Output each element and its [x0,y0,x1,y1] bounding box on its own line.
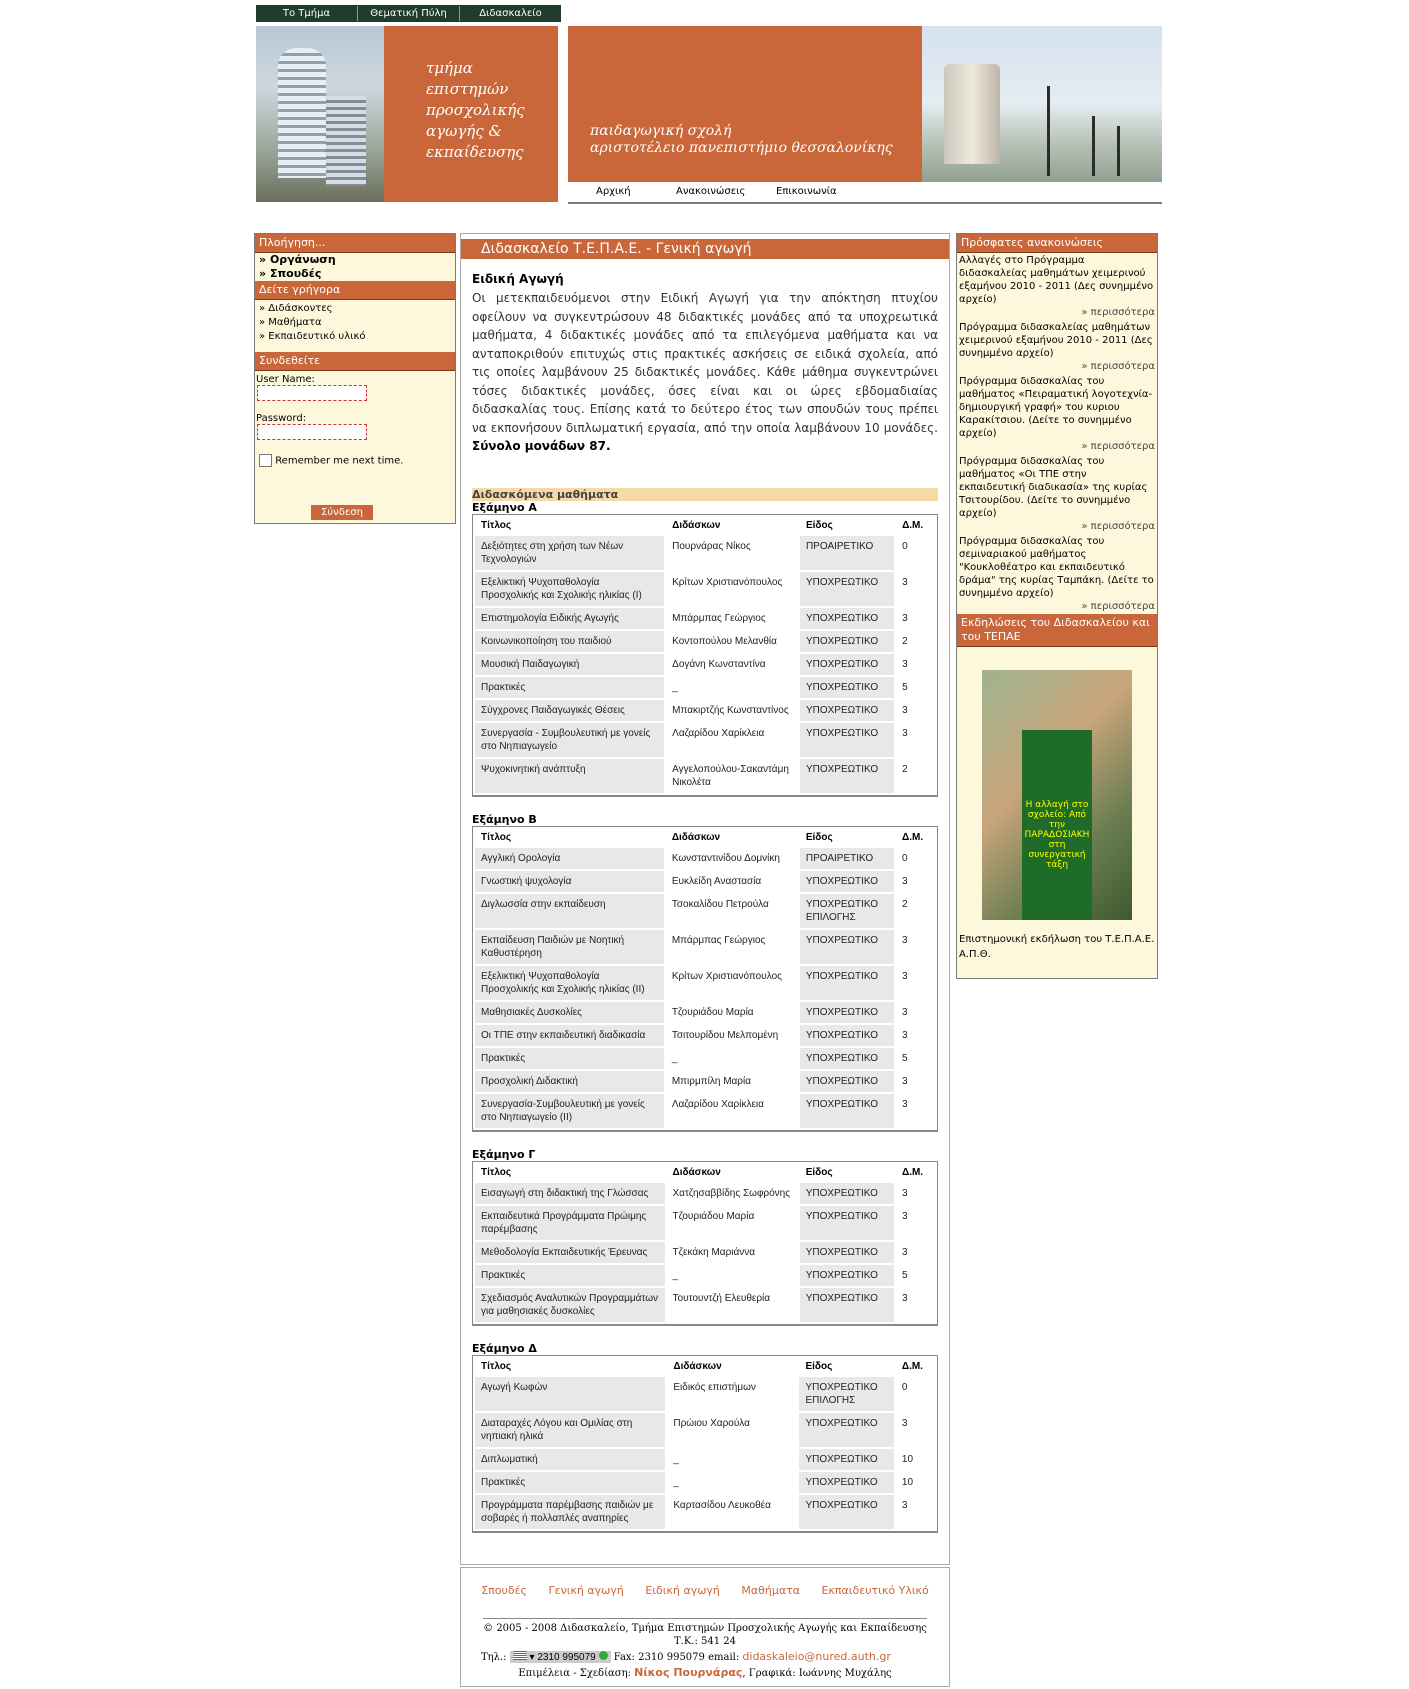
table-cell: 2 [896,631,935,652]
table-cell: ΥΠΟΧΡΕΩΤΙΚΟ [800,1048,894,1069]
header-department-box [384,26,558,202]
table-row [475,536,935,570]
events-title: Εκδηλώσεις του Διδασκαλείου και του ΤΕΠΑΕ [957,614,1157,647]
footer-link-material[interactable]: Εκπαιδευτικό Υλικό [821,1584,929,1597]
phone-widget[interactable]: ▾ 2310 995079 [510,1651,611,1663]
table-cell: 3 [896,608,935,629]
footer-divider [483,1618,927,1619]
table-cell: Δεξιότητες στη χρήση των Νέων Τεχνολογιών [475,536,664,570]
table-cell: Πρακτικές [475,1472,665,1493]
table-row [475,930,935,964]
column-header: Διδάσκων [673,1360,722,1372]
announcement-item[interactable]: Πρόγραμμα διδασκαλίας του σεμιναριακού μαθήματος "Κουκλοθέατρο και εκπαιδευτικό δράμα" της κυρίας Ταμπάκη. (Δείτε το συνημμένο αρχείο) » περισσότερα [959,536,1155,612]
nav-announcements[interactable]: Ανακοινώσεις [676,186,746,197]
table-row [475,1495,935,1529]
column-header: Είδος [805,519,833,531]
call-icon [599,1651,608,1660]
table-cell: 3 [896,1288,935,1322]
intro-paragraph: Οι μετεκπαιδευόμενοι στην Ειδική Αγωγή για την απόκτηση πτυχίου οφείλουν να συγκεντρώσουν 48 διδακτικές μονάδες από τα υποχρεωτικά μαθήματα, 4 διδακτικές μονάδες από τα επιλεγόμενα μαθήματα και να ανταποκριθούν επιτυχώς στις πρακτικές ασκήσεις σε ειδικά σχολεία, από τις οποίες λαμβάνουν 25 διδακτικές μονάδες. Κάθε μάθημα συγκεντρώνει τόσες διδακτικές μονάδες, όσες είναι και οι ώρες εβδομαδιαίας διδασκαλίας τους. Επίσης κατά το δεύτερο έτος των σπουδών τους πρέπει να εκπονήσουν διπλωματική εργασία, από την οποία λαμβάνουν 10 μονάδες. Σύνολο μονάδων 87. [472,291,938,453]
table-cell: ΥΠΟΧΡΕΩΤΙΚΟ [800,1025,894,1046]
table-cell: ΥΠΟΧΡΕΩΤΙΚΟ [800,631,894,652]
more-link[interactable]: » περισσότερα [1081,601,1155,612]
section-subtitle: Ειδική Αγωγή [472,272,564,286]
table-row [475,1094,935,1128]
table-cell: Μουσική Παιδαγωγική [475,654,664,675]
table-cell: Εξελικτική Ψυχοπαθολογία Προσχολικής και Σχολικής ηλικίας (Ι) [475,572,664,606]
table-row [475,1002,935,1023]
table-cell: 3 [896,1071,935,1092]
courses-table [472,1161,938,1326]
semester-title: Εξάμηνο Γ [472,1147,536,1161]
announcement-item[interactable]: Αλλαγές στο Πρόγραμμα διδασκαλείας μαθημάτων χειμερινού εξαμήνου 2010 - 2011 (Δες συνημμένο αρχείο) » περισσότερα [959,255,1155,318]
table-cell: Λαζαρίδου Χαρίκλεια [666,1094,798,1128]
semester-block [461,501,949,797]
column-header: Διδάσκων [672,1166,721,1178]
table-cell: 10 [896,1472,935,1493]
table-cell: Εισαγωγή στη διδακτική της Γλώσσας [475,1183,665,1204]
table-row [475,677,935,698]
table-cell: Διαταραχές Λόγου και Ομιλίας στη νηπιακή ηλικά [475,1413,665,1447]
table-cell: Σύγχρονες Παιδαγωγικές Θέσεις [475,700,664,721]
footer-link-special[interactable]: Ειδική αγωγή [645,1584,720,1597]
header-school-line2: αριστοτέλειο πανεπιστήμιο θεσσαλονίκης [590,140,893,156]
quick-item-material[interactable]: » Εκπαιδευτικό υλικό [259,331,366,342]
table-cell: ΥΠΟΧΡΕΩΤΙΚΟ [800,966,894,1000]
email-link[interactable]: didaskaleio@nured.auth.gr [742,1650,891,1663]
table-cell: ΥΠΟΧΡΕΩΤΙΚΟ ΕΠΙΛΟΓΗΣ [799,1377,893,1411]
table-cell: Χατζησαββίδης Σωφρόνης [667,1183,798,1204]
footer-link-studies[interactable]: Σπουδές [481,1584,528,1597]
column-header: Τίτλος [481,831,512,843]
table-cell: _ [667,1472,797,1493]
table-cell: 0 [896,1377,935,1411]
table-row [475,631,935,652]
table-row [475,1071,935,1092]
table-cell: ΥΠΟΧΡΕΩΤΙΚΟ [800,654,894,675]
footer [460,1567,950,1687]
table-cell: Συνεργασία - Συμβουλευτική με γονείς στο Νηπιαγωγείο [475,723,664,757]
table-cell: Ειδικός επιστήμων [667,1377,797,1411]
table-cell: ΥΠΟΧΡΕΩΤΙΚΟ [800,700,894,721]
topnav-didaskaleio[interactable]: Διδασκαλείο [479,8,542,19]
table-cell: Εξελικτική Ψυχοπαθολογία Προσχολικής και Σχολικής ηλικίας (ΙΙ) [475,966,664,1000]
credits: Επιμέλεια - Σχεδίαση: Νίκος Πουρνάρας, Γραφικά: Ιωάννης Μυχάλης [518,1666,892,1679]
login-panel-title: Συνδεθείτε [255,352,455,371]
table-cell: Πουρνάρας Νίκος [666,536,798,570]
table-cell: 3 [896,930,935,964]
topnav-thematic-portal[interactable]: Θεματική Πύλη [358,6,460,21]
table-cell: ΥΠΟΧΡΕΩΤΙΚΟ [799,1413,893,1447]
more-link[interactable]: » περισσότερα [1081,361,1155,372]
table-row [475,654,935,675]
login-button[interactable]: Σύνδεση [311,505,373,520]
courses-table [472,514,938,797]
table-row [475,1048,935,1069]
table-cell: ΥΠΟΧΡΕΩΤΙΚΟ [800,930,894,964]
table-cell: ΥΠΟΧΡΕΩΤΙΚΟ [800,723,894,757]
nav-contact[interactable]: Επικοινωνία [776,186,837,197]
table-cell: Μπάρμπας Γεώργιος [666,930,798,964]
table-cell: ΥΠΟΧΡΕΩΤΙΚΟ [800,1242,894,1263]
table-cell: 3 [896,1002,935,1023]
table-cell: Κρίτων Χριστιανόπουλος [666,966,798,1000]
right-sidebar [956,233,1158,979]
total-units: Σύνολο μονάδων 87. [472,439,611,453]
table-cell: 3 [896,1413,935,1447]
table-cell: Διπλωματική [475,1449,665,1470]
table-cell: ΥΠΟΧΡΕΩΤΙΚΟ [800,1071,894,1092]
more-link[interactable]: » περισσότερα [1081,521,1155,532]
table-cell: 0 [896,536,935,570]
table-cell: 3 [896,1183,935,1204]
table-cell: Διγλωσσία στην εκπαίδευση [475,894,664,928]
table-cell: Γνωστική ψυχολογία [475,871,664,892]
remember-checkbox[interactable] [259,454,272,467]
table-row [475,848,935,869]
password-label: Password: [256,413,307,424]
table-cell: ΥΠΟΧΡΕΩΤΙΚΟ [800,759,894,793]
table-cell: _ [666,1048,798,1069]
nav-home[interactable]: Αρχική [596,186,631,197]
table-cell: 5 [896,1265,935,1286]
poster-text: Η αλλαγή στο σχολείο: Από την ΠΑΡΑΔΟΣΙΑΚΗ στη συνεργατική τάξη [1024,800,1090,870]
table-cell: 3 [896,654,935,675]
table-cell: 3 [896,723,935,757]
table-row [475,1472,935,1493]
table-row [475,1265,935,1286]
topnav-department[interactable]: Το Τμήμα [256,6,358,21]
table-cell: Συνεργασία-Συμβουλευτική με γονείς στο Νηπιαγωγείο (ΙΙ) [475,1094,664,1128]
table-row [475,1206,935,1240]
nav-panel-title: Πλοήγηση... [255,234,455,253]
username-label: User Name: [256,374,315,385]
footer-link-general[interactable]: Γενική αγωγή [548,1584,624,1597]
column-header: Δ.Μ. [901,1360,923,1372]
table-cell: Τσοκαλίδου Πετρούλα [666,894,798,928]
table-cell: Οι ΤΠΕ στην εκπαιδευτική διαδικασία [475,1025,664,1046]
table-cell: Πρακτικές [475,1048,664,1069]
table-cell: Κοινωνικοποίηση του παιδιού [475,631,664,652]
column-header: Διδάσκων [671,831,721,843]
taught-courses-bar: Διδασκόμενα μαθήματα [472,488,938,501]
header-building-photo [256,26,384,202]
table-cell: Τουτουντζή Ελευθερία [667,1288,798,1322]
table-cell: 2 [896,894,935,928]
table-row [475,1183,935,1204]
semester-title: Εξάμηνο Α [472,500,537,514]
more-link[interactable]: » περισσότερα [1081,441,1155,452]
table-cell: ΥΠΟΧΡΕΩΤΙΚΟ [800,1002,894,1023]
column-header: Διδάσκων [672,519,721,531]
sidebar-item-organization[interactable]: » Οργάνωση [259,253,336,266]
header-white-tower-photo [922,26,1162,182]
table-cell: Αγωγή Κωφών [475,1377,665,1411]
table-cell: Μπιρμπίλη Μαρία [666,1071,798,1092]
header-school-box [568,26,922,182]
contact-line: Τηλ.: ▾ 2310 995079 Fax: 2310 995079 email: didaskaleio@nured.auth.gr [481,1650,891,1663]
table-cell: Πρακτικές [475,1265,665,1286]
semester-title: Εξάμηνο Δ [472,1341,537,1355]
table-cell: 3 [896,1025,935,1046]
header-department-title: τμήμα επιστημών προσχολικής αγωγής & εκπαίδευσης [426,59,525,161]
table-cell: ΥΠΟΧΡΕΩΤΙΚΟ [800,677,894,698]
table-cell: ΠΡΟΑΙΡΕΤΙΚΟ [800,536,894,570]
table-cell: ΥΠΟΧΡΕΩΤΙΚΟ [800,1183,894,1204]
announcement-item[interactable]: Πρόγραμμα διδασκαλίας του μαθήματος «Πειραματική λογοτεχνία-δημιουργική γραφή» του κυριου Καρακίτσιου. (Δείτε το συνημμένο αρχείο) » περισσότερα [959,376,1155,452]
table-row [475,1449,935,1470]
table-cell: Λαζαρίδου Χαρίκλεια [666,723,798,757]
table-cell: Μπακιρτζής Κωνσταντίνος [666,700,798,721]
table-cell: Κωνσταντινίδου Δομνίκη [666,848,798,869]
announcements-title: Πρόσφατες ανακοινώσεις [957,234,1157,253]
event-poster-image[interactable] [982,670,1132,920]
table-cell: 5 [896,677,935,698]
footer-link-courses[interactable]: Μαθήματα [741,1584,800,1597]
table-cell: Τζουριάδου Μαρία [666,1002,798,1023]
table-row [475,894,935,928]
courses-table [472,1355,938,1533]
table-row [475,1377,935,1411]
main-content [460,233,950,1565]
table-cell: ΥΠΟΧΡΕΩΤΙΚΟ [800,1265,894,1286]
table-cell: Αγγελοπούλου-Σακαντάμη Νικολέτα [666,759,798,793]
table-cell: ΥΠΟΧΡΕΩΤΙΚΟ [800,871,894,892]
table-cell: 3 [896,1094,935,1128]
table-row [475,1288,935,1322]
table-cell: ΥΠΟΧΡΕΩΤΙΚΟ [800,1206,894,1240]
column-header: Είδος [805,1360,833,1372]
semester-block [461,1148,949,1326]
table-cell: 0 [896,848,935,869]
column-header: Τίτλος [481,1360,512,1372]
copyright: © 2005 - 2008 Διδασκαλείο, Τμήμα Επιστημών Προσχολικής Αγωγής και Εκπαίδευσης Τ.Κ.: 541 24 [483,1623,927,1647]
table-row [475,966,935,1000]
username-input[interactable] [257,385,367,401]
designer-name[interactable]: Νίκος Πουρνάρας [634,1666,743,1679]
table-cell: Μαθησιακές Δυσκολίες [475,1002,664,1023]
column-header: Δ.Μ. [902,1166,924,1178]
quick-item-courses[interactable]: » Μαθήματα [259,317,322,328]
password-input[interactable] [257,424,367,440]
table-cell: Πρώιου Χαρούλα [667,1413,797,1447]
table-cell: _ [667,1449,797,1470]
table-cell: Τσιτουρίδου Μελπομένη [666,1025,798,1046]
column-header: Τίτλος [481,519,512,531]
table-cell: Προσχολική Διδακτική [475,1071,664,1092]
quick-item-instructors[interactable]: » Διδάσκοντες [259,303,333,314]
table-row [475,608,935,629]
table-cell: Καρτασίδου Λευκοθέα [667,1495,797,1529]
table-row [475,572,935,606]
table-cell: ΠΡΟΑΙΡΕΤΙΚΟ [800,848,894,869]
table-row [475,1413,935,1447]
table-row [475,723,935,757]
table-cell: _ [667,1265,798,1286]
table-cell: 3 [896,1495,935,1529]
column-header: Είδος [805,831,833,843]
table-cell: 2 [896,759,935,793]
table-cell: 5 [896,1048,935,1069]
more-link[interactable]: » περισσότερα [1081,307,1155,318]
header-nav [568,184,1162,204]
semester-block [461,1342,949,1533]
table-row [475,1025,935,1046]
table-cell: ΥΠΟΧΡΕΩΤΙΚΟ [799,1495,893,1529]
table-cell: ΥΠΟΧΡΕΩΤΙΚΟ [800,572,894,606]
table-cell: Εκπαίδευση Παιδιών με Νοητική Καθυστέρηση [475,930,664,964]
table-cell: 3 [896,1206,935,1240]
sidebar-item-studies[interactable]: » Σπουδές [259,267,322,280]
header-school-line1: παιδαγωγική σχολή [590,123,732,139]
table-cell: _ [666,677,798,698]
table-row [475,871,935,892]
table-row [475,759,935,793]
table-cell: Τζουριάδου Μαρία [667,1206,798,1240]
footer-links [461,1584,949,1597]
table-cell: Επιστημολογία Ειδικής Αγωγής [475,608,664,629]
table-cell: 10 [896,1449,935,1470]
column-header: Δ.Μ. [902,519,924,531]
event-caption: Επιστημονική εκδήλωση του Τ.Ε.Π.Α.Ε. Α.Π.Θ. [959,934,1155,960]
semester-block [461,813,949,1132]
table-cell: ΥΠΟΧΡΕΩΤΙΚΟ ΕΠΙΛΟΓΗΣ [800,894,894,928]
column-header: Δ.Μ. [902,831,924,843]
table-cell: Μπάρμπας Γεώργιος [666,608,798,629]
table-cell: Τζεκάκη Μαριάννα [667,1242,798,1263]
table-row [475,1242,935,1263]
table-cell: 3 [896,700,935,721]
table-cell: ΥΠΟΧΡΕΩΤΙΚΟ [800,1094,894,1128]
column-header: Είδος [805,1166,833,1178]
semester-title: Εξάμηνο Β [472,812,537,826]
table-cell: Κρίτων Χριστιανόπουλος [666,572,798,606]
quick-panel-title: Δείτε γρήγορα [255,281,455,300]
greek-flag-icon [513,1651,527,1660]
table-cell: 3 [896,572,935,606]
column-header: Τίτλος [481,1166,512,1178]
table-cell: Δογάνη Κωνσταντίνα [666,654,798,675]
left-sidebar [254,233,456,524]
announcement-item[interactable]: Πρόγραμμα διδασκαλείας μαθημάτων χειμερινού εξαμήνου 2010 - 2011 (Δες συνημμένο αρχείο) » περισσότερα [959,322,1155,372]
table-cell: Προγράμματα παρέμβασης παιδιών με σοβαρές ή πολλαπλές αναπηρίες [475,1495,665,1529]
table-cell: ΥΠΟΧΡΕΩΤΙΚΟ [799,1472,893,1493]
table-cell: Κοντοπούλου Μελανθία [666,631,798,652]
table-cell: Μεθοδολογία Εκπαιδευτικής Έρευνας [475,1242,665,1263]
remember-label: Remember me next time. [275,455,404,467]
table-cell: ΥΠΟΧΡΕΩΤΙΚΟ [800,608,894,629]
table-cell: 3 [896,871,935,892]
table-cell: Πρακτικές [475,677,664,698]
courses-table [472,826,938,1132]
table-cell: Ευκλείδη Αναστασία [666,871,798,892]
table-cell: Σχεδιασμός Αναλυτικών Προγραμμάτων για μαθησιακές δυσκολίες [475,1288,665,1322]
table-cell: Ψυχοκινητική ανάπτυξη [475,759,664,793]
table-cell: Εκπαιδευτικά Προγράμματα Πρώιμης παρέμβασης [475,1206,665,1240]
page-title: Διδασκαλείο Τ.Ε.Π.Α.Ε. - Γενική αγωγή [461,239,949,259]
table-cell: ΥΠΟΧΡΕΩΤΙΚΟ [799,1449,893,1470]
table-cell: 3 [896,1242,935,1263]
table-cell: Αγγλική Ορολογία [475,848,664,869]
table-cell: 3 [896,966,935,1000]
top-nav [256,5,561,22]
table-row [475,700,935,721]
announcement-item[interactable]: Πρόγραμμα διδασκαλίας του μαθήματος «Οι ΤΠΕ στην εκπαιδευτική διαδικασία» της κυρίας Τσιτουρίδου. (Δείτε το συνημμένο αρχείο) » περισσότερα [959,456,1155,532]
table-cell: ΥΠΟΧΡΕΩΤΙΚΟ [800,1288,894,1322]
